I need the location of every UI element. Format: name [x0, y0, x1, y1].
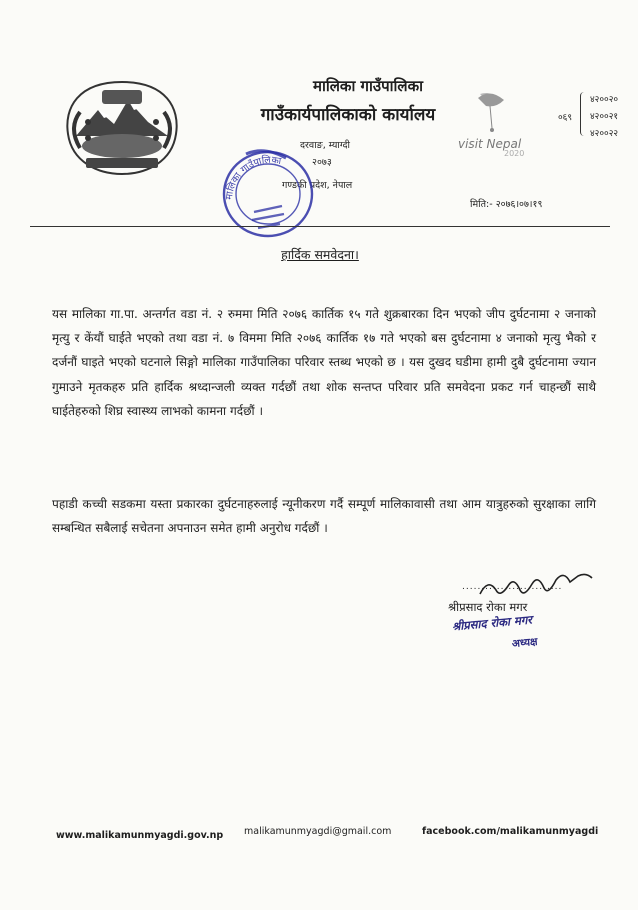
address-line-1: दरवाङ, म्याग्दी	[300, 140, 350, 151]
brace-icon	[580, 92, 588, 136]
date-value: २०७६।०७।१९	[495, 199, 543, 210]
footer-facebook-link[interactable]: facebook.com/malikamunmyagdi	[422, 826, 599, 837]
address-line-2: २०७३	[312, 157, 332, 168]
stamp-name: श्रीप्रसाद रोका मगर	[451, 612, 533, 634]
visit-year: 2020	[504, 149, 525, 158]
phone-label: ०६९	[558, 113, 573, 123]
phone-number: ४२००२०	[590, 95, 619, 105]
signature-stamp	[448, 614, 596, 656]
footer-email-link[interactable]: malikamunmyagdi@gmail.com	[244, 826, 392, 837]
signature-dots: ..........................	[462, 582, 563, 592]
paragraph-1: यस मालिका गा.पा. अन्तर्गत वडा नं. २ रुममा मिति २०७६ कार्तिक १५ गते शुक्रबारका दिन भएको जीप दुर्घटनामा २ जनाको मृत्यु र केंयौं घाईते भएको तथा वडा नं. ७ विममा मिति २०७६ कार्तिक १७ गते भएको बस दुर्घटनामा ४ जनाको मृत्यु भैको र दर्जनौं घाइते भएको घटनाले सिङ्गो मालिका गाउँपालिका परिवार स्तब्ध भएको छ । यस दुखद घडीमा हामी दुबै दुर्घटनामा ज्यान गुमाउने मृतकहरु प्रति हार्दिक श्रध्दान्जली व्यक्त गर्दछौं तथा शोक सन्तप्त परिवार प्रति समवेदना प्रकट गर्न चाहन्छौं साथै घाईतेहरुको शिघ्र स्वास्थ्य लाभको कामना गर्दछौं ।	[52, 307, 596, 418]
phone-number: ४२००२२	[590, 129, 619, 139]
phone-numbers	[558, 92, 634, 142]
letter-subject: हार्दिक समवेदना।	[281, 247, 359, 262]
nepal-emblem-icon	[58, 78, 186, 178]
stamp-text: मालिका गाउँपालिका	[223, 154, 282, 201]
date-line	[470, 197, 542, 210]
visit-nepal-2020-logo-icon	[456, 90, 556, 158]
phone-number: ४२००२१	[590, 112, 619, 122]
org-name: मालिका गाउँपालिका	[313, 77, 423, 95]
visit-text: visit Nepal	[458, 137, 522, 151]
header-divider	[30, 226, 610, 227]
signer-name: श्रीप्रसाद रोका मगर	[448, 600, 528, 614]
stamp-title: अध्यक्ष	[511, 635, 539, 651]
footer-website-link[interactable]: www.malikamunmyagdi.gov.np	[56, 830, 224, 841]
date-label: मिति:-	[470, 199, 493, 210]
svg-text:मालिका गाउँपालिका	[224, 154, 283, 201]
address-line-3: गण्डकी प्रदेश, नेपाल	[282, 180, 353, 191]
office-round-stamp-icon	[214, 142, 322, 244]
office-name: गाउँकार्यपालिकाको कार्यालय	[260, 105, 436, 125]
paragraph-2: पहाडी कच्ची सडकमा यस्ता प्रकारका दुर्घटनाहरुलाई न्यूनीकरण गर्दै सम्पूर्ण मालिकावासी तथा आम यात्रुहरुको सुरक्षाका लागि सम्बन्धित सबैलाई सचेतना अपनाउन समेत हामी अनुरोध गर्दछौं ।	[52, 497, 596, 536]
